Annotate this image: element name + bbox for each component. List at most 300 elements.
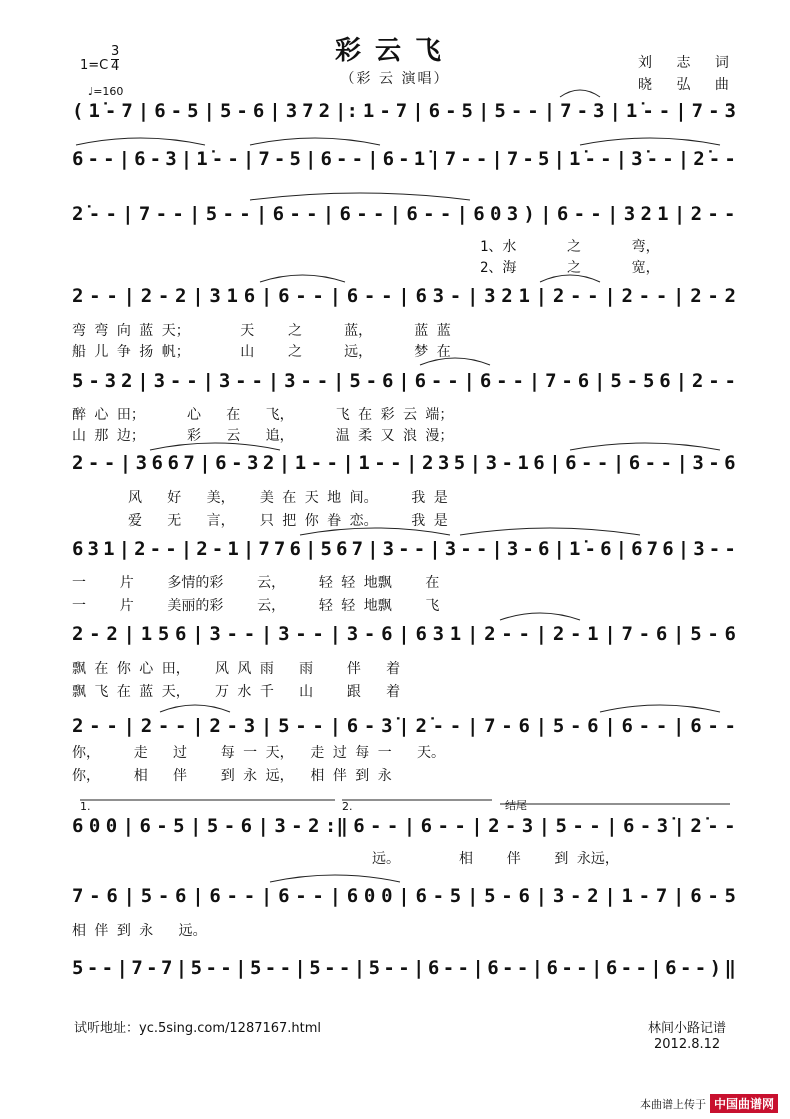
note: 1: [227, 538, 239, 560]
note: 5: [537, 148, 550, 170]
note: -: [381, 285, 393, 307]
note: -: [312, 285, 324, 307]
note: 2: [106, 623, 118, 645]
note: -: [561, 370, 573, 392]
note: -: [445, 100, 457, 122]
barline: |: [175, 957, 188, 979]
note: 6: [320, 148, 332, 170]
barline: |: [466, 285, 479, 307]
note: 1̇: [569, 148, 581, 170]
lyric-line: 风 好 美， 美 在 天 地 间。 我 是: [128, 490, 448, 506]
note: 3: [506, 203, 519, 225]
slur: [460, 528, 640, 535]
barline: |: [180, 148, 193, 170]
note: 6: [339, 203, 351, 225]
note: 5: [724, 885, 736, 907]
barline: |: [190, 815, 202, 837]
barline: |: [180, 538, 193, 560]
note: 0: [381, 885, 393, 907]
note: -: [251, 370, 263, 392]
note: 2: [691, 370, 704, 392]
note: 1̇: [569, 538, 581, 560]
note: ): [523, 203, 535, 225]
note: -: [638, 715, 651, 737]
note: -: [708, 370, 720, 392]
note: -: [226, 885, 238, 907]
note: -: [312, 715, 324, 737]
note: 2: [72, 715, 84, 737]
note: -: [518, 623, 530, 645]
note: 2: [134, 538, 146, 560]
note: -: [454, 815, 466, 837]
note: -: [157, 285, 170, 307]
barline: |: [469, 452, 482, 474]
site-brand: [640, 1094, 778, 1113]
barline: |: [304, 148, 317, 170]
note: -: [295, 885, 307, 907]
note: 5: [552, 715, 565, 737]
note: -: [338, 957, 351, 979]
note: -: [106, 715, 118, 737]
note: -: [363, 285, 376, 307]
note: 5: [278, 715, 290, 737]
note: 7: [72, 885, 84, 907]
barline: |: [543, 100, 556, 122]
barline: |: [118, 538, 131, 560]
note: 2: [72, 452, 84, 474]
barline: |: [398, 885, 410, 907]
note: -: [501, 452, 513, 474]
note: 2: [552, 623, 565, 645]
note: 5: [484, 885, 496, 907]
barline: |: [429, 148, 441, 170]
lyric-line: 2、海 之 宽，: [480, 260, 660, 276]
barline: |: [676, 452, 688, 474]
note: ): [709, 957, 722, 979]
note: 6: [134, 148, 146, 170]
barline: |: [553, 148, 565, 170]
note: -: [589, 815, 601, 837]
barline: |: [590, 957, 603, 979]
lyric-line: 你， 相 伴 到 永 远， 相 伴 到 永: [72, 768, 392, 784]
note: -: [638, 623, 651, 645]
note: -: [170, 100, 183, 122]
note: -: [707, 715, 719, 737]
note: 5: [72, 370, 84, 392]
note: 5: [219, 100, 232, 122]
transcriber: 林间小路记谱: [648, 1021, 727, 1036]
note: -: [291, 815, 303, 837]
barline: |: [606, 815, 618, 837]
note: 6: [278, 885, 290, 907]
barline: |: [471, 815, 483, 837]
note: -: [157, 715, 170, 737]
note: 6: [346, 885, 359, 907]
note: 7: [258, 538, 270, 560]
note: -: [708, 148, 721, 170]
note: 3: [623, 203, 636, 225]
note: -: [584, 538, 596, 560]
note: 6: [662, 538, 674, 560]
slur: [270, 875, 400, 882]
note: -: [460, 148, 472, 170]
note: 5: [140, 885, 153, 907]
note: -: [149, 148, 162, 170]
barline: |: [119, 452, 132, 474]
barline: |: [463, 370, 475, 392]
note: 5: [453, 452, 466, 474]
barline: |: [199, 452, 211, 474]
note: -: [88, 370, 100, 392]
coda-mark: 结尾: [505, 799, 527, 812]
barline: |: [604, 285, 616, 307]
note: 5: [610, 370, 622, 392]
barline: |: [278, 452, 291, 474]
note: -: [510, 100, 523, 122]
listen-url[interactable]: 试听地址：yc.5sing.com/1287167.html: [74, 1021, 322, 1036]
note: 3: [209, 285, 221, 307]
barline: |: [329, 623, 342, 645]
note: 6: [659, 370, 671, 392]
note: 6: [587, 715, 599, 737]
barline: |: [192, 715, 204, 737]
note: -: [707, 885, 719, 907]
note: -: [316, 370, 329, 392]
note: 2: [72, 623, 84, 645]
note: -: [146, 957, 158, 979]
note: 7: [351, 538, 364, 560]
barline: |: [329, 715, 342, 737]
barline: |: [612, 452, 625, 474]
note: 2̇: [72, 203, 84, 225]
note: -: [264, 957, 277, 979]
note: -: [106, 285, 118, 307]
note: 6: [72, 538, 84, 560]
note: 2: [640, 203, 652, 225]
note: 5: [690, 623, 702, 645]
note: 6: [406, 203, 418, 225]
note: -: [638, 885, 651, 907]
note: 5: [555, 815, 567, 837]
note: -: [522, 148, 534, 170]
note: -: [223, 815, 236, 837]
note: 6: [415, 623, 427, 645]
note: 6: [622, 815, 635, 837]
note: -: [496, 370, 508, 392]
barline: |: [528, 370, 541, 392]
note: 2: [488, 815, 500, 837]
note: 1: [294, 452, 307, 474]
barline: |: [398, 715, 410, 737]
note: 6: [690, 715, 702, 737]
note: 6: [381, 623, 393, 645]
note: -: [442, 957, 455, 979]
note: -: [573, 203, 586, 225]
barline: |: [673, 203, 686, 225]
note: -: [447, 370, 459, 392]
note: -: [295, 623, 307, 645]
volta-second: 2.: [342, 800, 353, 813]
barline: |: [367, 148, 379, 170]
slur: [570, 443, 720, 450]
barline: |: [304, 538, 317, 560]
barline: |: [322, 203, 335, 225]
lyric-line: 一 片 美丽的彩 云， 轻 轻 地飘 飞: [72, 598, 440, 614]
barline: |: [466, 623, 479, 645]
slur: [260, 275, 345, 282]
note: -: [644, 452, 657, 474]
note: -: [370, 815, 382, 837]
note: -: [724, 370, 736, 392]
note: -: [423, 203, 435, 225]
note: 5: [368, 957, 381, 979]
note: 6: [724, 452, 736, 474]
slur: [420, 358, 490, 365]
note: 2: [724, 285, 736, 307]
note: -: [226, 715, 238, 737]
barline: |: [553, 538, 565, 560]
note: -: [439, 203, 452, 225]
barline: |: [413, 957, 425, 979]
lyric-line: 山 那 边； 彩 云 追， 温 柔 又 浪 漫；: [72, 428, 454, 444]
note: 3: [346, 623, 359, 645]
note: 7: [646, 538, 659, 560]
note: 3: [506, 538, 519, 560]
note: 2̇: [415, 715, 427, 737]
barline: |: [604, 885, 616, 907]
note: 2: [196, 538, 208, 560]
barline: |: [294, 957, 306, 979]
note: -: [569, 285, 582, 307]
slur: [250, 138, 380, 145]
note: 7: [258, 148, 270, 170]
note: 2: [552, 285, 565, 307]
note: 6: [655, 623, 668, 645]
note: 6: [106, 885, 118, 907]
note: -: [620, 957, 633, 979]
lyric-line: 飘 飞 在 蓝 天， 万 水 千 山 跟 着: [72, 684, 401, 700]
note: 6: [479, 370, 492, 392]
note: 2: [72, 285, 84, 307]
note: 5: [494, 100, 506, 122]
barline: |: [122, 203, 134, 225]
note: -: [390, 452, 402, 474]
note: -: [211, 538, 224, 560]
note: -: [235, 370, 247, 392]
note: 0: [363, 885, 376, 907]
barline: |: [535, 885, 548, 907]
note: 2: [120, 370, 133, 392]
slur: [540, 275, 600, 282]
slur: [160, 705, 230, 712]
note: -: [642, 100, 654, 122]
note: -: [639, 815, 652, 837]
note: 5: [461, 100, 473, 122]
note: 2: [209, 715, 221, 737]
note: -: [326, 452, 338, 474]
note: 6: [420, 815, 433, 837]
note: -: [155, 203, 168, 225]
barline: |: [535, 285, 548, 307]
time-bottom: 4: [111, 59, 120, 74]
barline: |: [607, 203, 619, 225]
note: -: [635, 957, 647, 979]
barline: |: [242, 148, 255, 170]
barline: |: [192, 623, 204, 645]
note: -: [172, 203, 184, 225]
lyric-line: 一 片 多情的彩 云， 轻 轻 地飘 在: [72, 575, 440, 591]
lyric-line: 弯 弯 向 蓝 天； 天 之 蓝， 蓝 蓝: [72, 323, 451, 339]
barline: |: [535, 715, 548, 737]
barline: |: [549, 452, 561, 474]
note: 6: [382, 148, 395, 170]
barline: |: [650, 957, 662, 979]
note: -: [646, 148, 659, 170]
barline: |: [604, 623, 616, 645]
note: -: [386, 815, 399, 837]
note: 2: [587, 885, 599, 907]
note: 7: [444, 148, 457, 170]
barline: |: [531, 957, 544, 979]
note: 2: [690, 203, 703, 225]
note: 6: [556, 203, 569, 225]
note: -: [596, 452, 609, 474]
note: 3: [278, 623, 290, 645]
note: -: [437, 815, 449, 837]
note: 5: [349, 370, 361, 392]
note: 7: [138, 203, 151, 225]
note: -: [432, 885, 445, 907]
barline: |: [477, 100, 490, 122]
barline: |: [123, 285, 135, 307]
note: 6: [252, 100, 265, 122]
barline: |: [466, 715, 479, 737]
barline: |: [675, 370, 688, 392]
note: -: [222, 203, 234, 225]
note: 1: [518, 285, 530, 307]
note: -: [89, 285, 101, 307]
note: -: [590, 203, 602, 225]
note: -: [89, 715, 101, 737]
note: 6: [414, 370, 427, 392]
note: 5: [206, 815, 219, 837]
upload-text: 本曲谱上传于: [639, 1097, 706, 1111]
note: -: [169, 370, 182, 392]
note: 3: [209, 623, 221, 645]
note: 6: [175, 885, 187, 907]
note: -: [724, 203, 736, 225]
note: -: [694, 957, 707, 979]
note: 6: [533, 452, 545, 474]
key-signature: 1=C: [80, 58, 109, 73]
note: -: [239, 203, 251, 225]
note: -: [279, 957, 292, 979]
note: 3: [432, 623, 445, 645]
lyric-line: 你， 走 过 每 一 天， 走 过 每 一 天。: [72, 745, 446, 761]
barline: |: [123, 715, 135, 737]
time-top: 3: [111, 44, 120, 59]
note: 6: [690, 885, 702, 907]
note: 3: [485, 452, 498, 474]
note: -: [398, 538, 410, 560]
note: 3: [437, 452, 450, 474]
note: -: [581, 452, 593, 474]
note: -: [522, 538, 534, 560]
note: -: [724, 538, 736, 560]
barline: |: [192, 885, 204, 907]
slur: [300, 528, 450, 535]
barline: |: [203, 100, 215, 122]
note: -: [157, 885, 170, 907]
note: -: [662, 148, 674, 170]
note: -: [707, 285, 719, 307]
barline: |: [456, 203, 468, 225]
note: -: [295, 285, 307, 307]
note: 6: [427, 957, 440, 979]
barline: |: [122, 815, 135, 837]
barline: |: [137, 100, 150, 122]
barline: |: [398, 623, 410, 645]
barline: |: [675, 100, 687, 122]
note: -: [236, 100, 248, 122]
note: -: [449, 715, 462, 737]
note: 5: [173, 815, 185, 837]
note: 3: [87, 538, 99, 560]
note: 5: [320, 538, 332, 560]
barline: |: [673, 815, 685, 837]
barline: |: [235, 957, 247, 979]
barline: |: [615, 148, 628, 170]
note: 3: [432, 285, 445, 307]
note: -: [475, 148, 488, 170]
note: 5: [187, 100, 199, 122]
note: 1: [103, 538, 115, 560]
lyric-line: 醉 心 田； 心 在 飞， 飞 在 彩 云 端；: [72, 407, 454, 423]
note: -: [708, 100, 720, 122]
note: 7: [273, 538, 286, 560]
barline: |: [123, 623, 135, 645]
lyric-line: 相 伴 到 永 远。: [72, 923, 207, 939]
note: -: [186, 370, 198, 392]
note: 3: [552, 885, 565, 907]
note: -: [561, 957, 573, 979]
note: -: [504, 815, 517, 837]
note: 3: [218, 370, 231, 392]
composer: 晓 弘 曲: [638, 77, 739, 93]
note: -: [88, 203, 101, 225]
note: -: [220, 957, 232, 979]
slur: [150, 443, 280, 450]
site-logo[interactable]: 中国曲谱网: [710, 1094, 778, 1113]
barline: |: [389, 203, 402, 225]
barline: |: [406, 452, 418, 474]
slur: [580, 138, 720, 145]
note: -: [103, 452, 116, 474]
note: 1: [587, 623, 599, 645]
note: -: [87, 148, 99, 170]
note: -: [724, 148, 736, 170]
note: 1: [358, 452, 370, 474]
note: -: [312, 885, 324, 907]
note: 6: [415, 885, 427, 907]
note: -: [569, 623, 582, 645]
barline: |: [540, 203, 552, 225]
note: 3: [444, 538, 457, 560]
barline: |: [677, 148, 690, 170]
date: 2012.8.12: [654, 1037, 721, 1052]
barline: |: [257, 815, 269, 837]
note: 6: [346, 285, 359, 307]
